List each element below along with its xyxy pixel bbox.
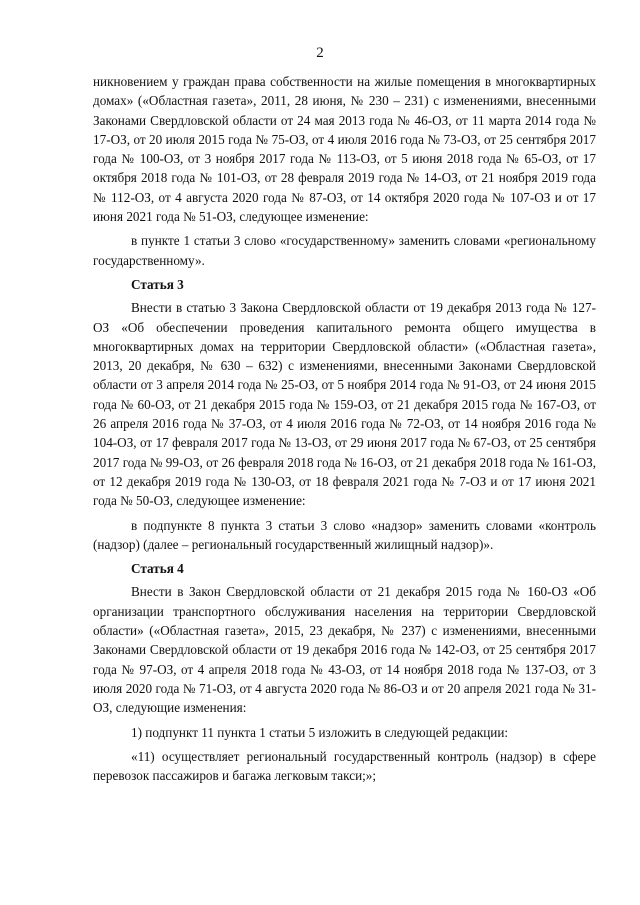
paragraph-continuation: никновением у граждан права собственности на жилые помещения в многоквартирных домах» («Областная газета», 2011, 28 июня, № 230 – 231) с изменениями, внесенными Законами Свердловской области от 24 мая 2013 года № 46-ОЗ, от 11 марта 2014 года № 17-ОЗ, от 20 июля 2015 года № 75-ОЗ, от 4 июля 2016 года № 73-ОЗ, от 25 сентября 2017 года № 100-ОЗ, от 3 ноября 2017 года № 113-ОЗ, от 5 июня 2018 года № 65-ОЗ, от 17 октября 2018 года № 101-ОЗ, от 28 февраля 2019 года № 14-ОЗ, от 21 ноября 2019 года № 112-ОЗ, от 4 августа 2020 года № 87-ОЗ, от 14 октября 2020 года № 107-ОЗ и от 17 июня 2021 года № 51-ОЗ, следующее изменение: (93, 74, 596, 225)
article-4-item-1-text: «11) осуществляет региональный государственный контроль (надзор) в сфере перевозок пассажиров и багажа легковым такси;»; (93, 748, 596, 784)
article-3-intro: Внести в статью 3 Закона Свердловской области от 19 декабря 2013 года № 127-ОЗ «Об обеспечении проведения капитального ремонта общего имущества в многоквартирных домах на территории Свердловской области» («Областная газета», 2013, 20 декабря, № 630 – 632) с изменениями, внесенными Законами Свердловской области от 3 апреля 2014 года № 25-ОЗ, от 5 ноября 2014 года № 91-ОЗ, от 24 июня 2015 года № 60-ОЗ, от 21 декабря 2015 года № 159-ОЗ, от 21 декабря 2015 года № 167-ОЗ, от 26 апреля 2016 года № 37-ОЗ, от 4 июля 2016 года № 72-ОЗ, от 14 ноября 2016 года № 104-ОЗ, от 17 февраля 2017 года № 13-ОЗ, от 29 июня 2017 года № 67-ОЗ, от 25 сентября 2017 года № 99-ОЗ, от 26 февраля 2018 года № 16-ОЗ, от 21 декабря 2018 года № 161-ОЗ, от 12 декабря 2019 года № 130-ОЗ, от 18 февраля 2021 года № 7-ОЗ и от 17 июня 2021 года № 50-ОЗ, следующее изменение: (93, 300, 596, 509)
document-body (93, 72, 596, 790)
page-number: 2 (316, 45, 324, 61)
article-4-intro: Внести в Закон Свердловской области от 21 декабря 2015 года № 160-ОЗ «Об организации транспортного обслуживания населения на территории Свердловской области» («Областная газета», 2015, 23 декабря, № 237) с изменениями, внесенными Законами Свердловской области от 19 декабря 2016 года № 142-ОЗ, от 25 сентября 2017 года № 97-ОЗ, от 4 апреля 2018 года № 43-ОЗ, от 14 ноября 2018 года № 137-ОЗ, от 3 июля 2020 года № 71-ОЗ, от 4 августа 2020 года № 86-ОЗ и от 20 апреля 2021 года № 31-ОЗ, следующие изменения: (93, 584, 596, 716)
article-3-amendment: в подпункте 8 пункта 3 статьи 3 слово «надзор» заменить словами «контроль (надзор) (далее – региональный государственный жилищный надзор)». (93, 517, 596, 552)
article-4-item-1: 1) подпункт 11 пункта 1 статьи 5 изложить в следующей редакции: (131, 724, 509, 740)
article-3-heading: Статья 3 (131, 276, 184, 292)
paragraph-amendment-1: в пункте 1 статьи 3 слово «государственному» заменить словами «региональному государственному». (93, 233, 596, 268)
article-4-heading: Статья 4 (131, 561, 184, 577)
